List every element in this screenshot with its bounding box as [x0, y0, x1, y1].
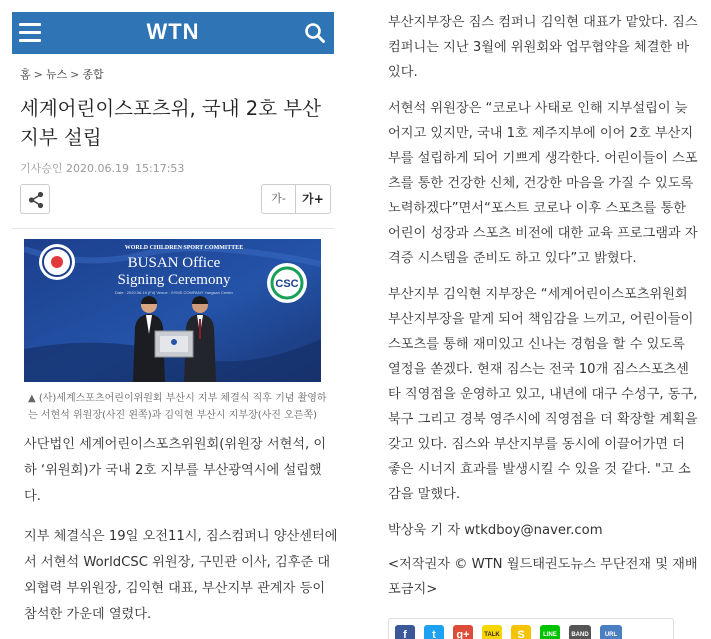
article-paragraph: 지부 체결식은 19일 오전11시, 짐스컴퍼니 양산센터에서 서현석 WorldCSC 위원장, 구민관 이사, 김후준 대외협력 부위원장, 김익현 대표, 부산지부 관계자 등이 참석한 가운데 열렸다. [24, 529, 338, 622]
article-date: 2020.06.19 [66, 162, 129, 175]
breadcrumb-news[interactable]: 뉴스 [45, 68, 68, 81]
top-navigation-bar [12, 12, 334, 54]
photo-banner-top: WORLD CHILDREN SPORT COMMITTEE [124, 245, 244, 251]
photo-right-logo-text: CSC [275, 278, 299, 290]
photo-banner-line2: Signing Ceremony [117, 272, 231, 288]
photo-banner-small: Date : 2020.06.19 (Fri) Venue : SYMS COMPANY Yangsan Center [115, 290, 233, 295]
font-size-controls [261, 184, 331, 214]
kakaostory-icon[interactable]: S [511, 625, 531, 639]
article-dateline [12, 160, 334, 176]
breadcrumb [12, 66, 334, 82]
breadcrumb-separator: > [33, 68, 43, 81]
article-title: 세계어린이스포츠위, 국내 2호 부산지부 설립 [20, 97, 321, 149]
photo-banner-line1: BUSAN Office [127, 255, 221, 271]
approved-label: 기사승인 [20, 162, 63, 175]
search-icon[interactable] [304, 22, 326, 44]
font-increase-button[interactable]: 가+ [302, 192, 324, 206]
article-paragraph: 서현석 위원장은 “코로나 사태로 인해 지부설립이 늦어지고 있지만, 국내 1호 제주지부에 이어 2호 부산지부를 설립하게 되어 기쁘게 생각한다. 어린이들이 스포츠를 통한 건강한 신체, 건강한 마음을 가질 수 있도록 노력하겠다”면서“포스트 코로나 이후 스포츠를 통한 어린이 성장과 스포츠 비전에 대한 교육 프로그램과 자격증 시스템을 준비도 하고 있다”고 밝혔다. [388, 101, 698, 266]
band-icon[interactable]: BAND [569, 625, 591, 639]
line-icon[interactable]: LINE [540, 625, 560, 639]
byline: 박상욱 기 자 wtkdboy@naver.com [388, 523, 603, 538]
breadcrumb-general[interactable]: 종합 [82, 68, 104, 81]
twitter-icon[interactable]: t [424, 625, 444, 639]
article-toolbar [12, 184, 334, 218]
breadcrumb-separator: > [70, 68, 80, 81]
share-icon [21, 185, 51, 215]
share-button[interactable] [20, 184, 50, 214]
article-paragraph: 부산지부장은 짐스 컴퍼니 김익현 대표가 맡았다. 짐스컴퍼니는 지난 3월에 위원회와 업무협약을 체결한 바 있다. [388, 15, 698, 80]
facebook-icon[interactable]: f [395, 625, 415, 639]
article-paragraph: 부산지부 김익현 지부장은 “세계어린이스포츠위원회 부산지부장을 맡게 되어 책임감을 느끼고, 어린이들이 스포츠를 통해 재미있고 신나는 경험을 할 수 있도록 열정을 쏟겠다. 현재 짐스는 전국 10개 짐스스포츠센타 직영점을 운영하고 있고, 내년에 대구 수성구, 동구, 북구 그리고 경북 영주시에 직영점을 더 확장할 계획을 갖고 있다. 짐스와 부산지부를 동시에 이끌어가면 더 좋은 시너지 효과를 발생시킬 수 있을 것 같다. "고 소감을 말했다. [388, 287, 698, 502]
article-left-column [12, 12, 338, 628]
article-photo [24, 239, 321, 382]
font-decrease-button[interactable]: 가- [262, 185, 296, 213]
photo-caption: ▲ (사)세계스포츠어린이위원회 부산시 지부 체결식 직후 기념 촬영하는 서현석 위원장(사진 왼쪽)과 김익현 부산시 지부장(사진 오른쪽) [28, 393, 327, 421]
kakaotalk-icon[interactable]: TALK [482, 625, 502, 639]
breadcrumb-home[interactable]: 홈 [20, 68, 31, 81]
copyright-notice: <저작권자 © WTN 월드태권도뉴스 무단전재 및 재배포금지> [388, 557, 698, 597]
social-share-bar [388, 618, 674, 639]
article-time: 15:17:53 [135, 162, 185, 175]
url-copy-icon[interactable]: URL [600, 625, 622, 639]
site-logo[interactable]: WTN [146, 19, 200, 44]
article-right-column [388, 10, 700, 639]
google-plus-icon[interactable]: g+ [453, 625, 473, 639]
divider [12, 228, 334, 229]
article-paragraph: 사단법인 세계어린이스포츠위원회(위원장 서현석, 이하 ‘위원회)가 국내 2호 지부를 부산광역시에 설립했다. [24, 437, 327, 504]
